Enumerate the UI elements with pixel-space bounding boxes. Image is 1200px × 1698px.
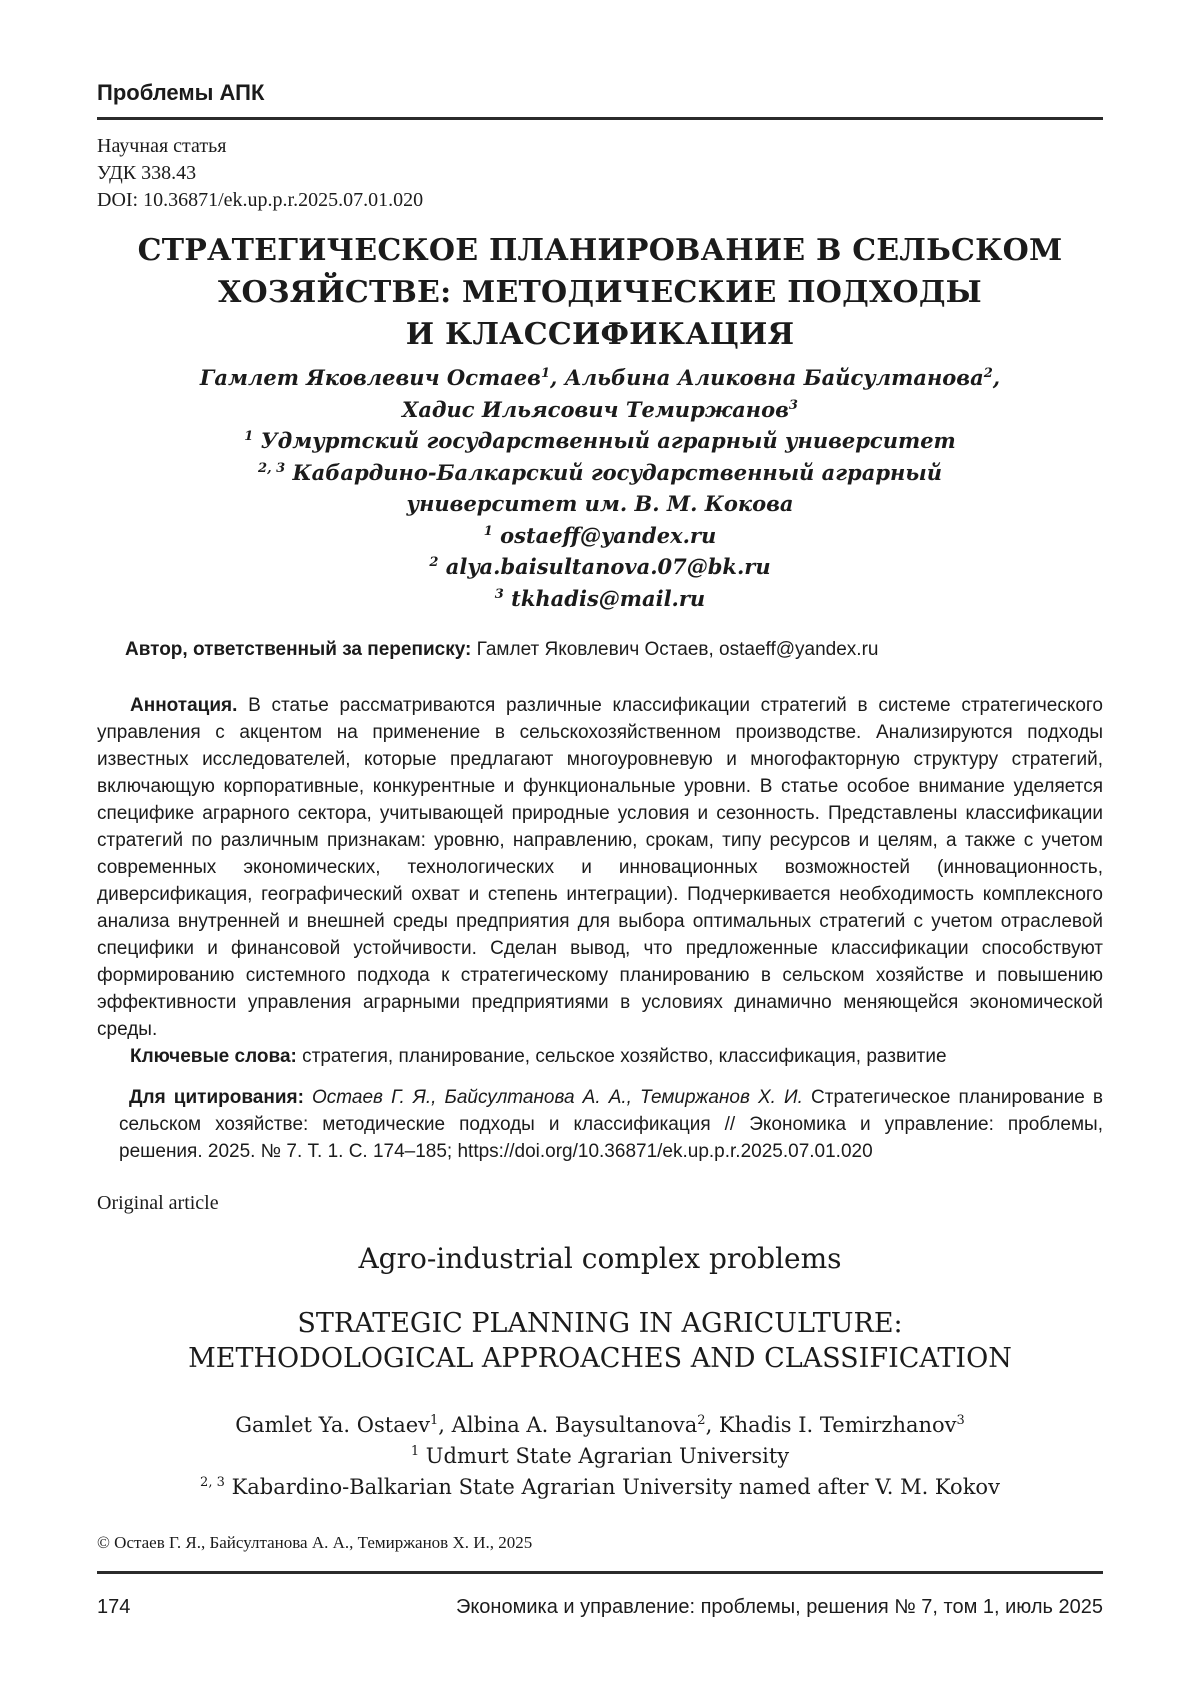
author-line-en: Gamlet Ya. Ostaev$^1$, Albina A. Baysultanova$^2$, Khadis I. Temirzhanov$^3$ xyxy=(235,1413,965,1437)
header-rule xyxy=(97,117,1103,120)
article-title-en xyxy=(97,1306,1103,1376)
affiliation-line-en: $^{2, 3}$ Kabardino-Balkarian State Agrarian University named after V. M. Kokov xyxy=(200,1475,1000,1499)
article-title-ru xyxy=(97,230,1103,356)
journal-footer-title: Экономика и управление: проблемы, решения № 7, том 1, июль 2025 xyxy=(455,1596,1103,1618)
journal-section-label: Проблемы АПК xyxy=(97,80,265,105)
article-title-en-line: METHODOLOGICAL APPROACHES AND CLASSIFICATION xyxy=(188,1343,1012,1374)
citation-paragraph xyxy=(119,1084,1103,1165)
article-title-ru-line: ХОЗЯЙСТВЕ: МЕТОДИЧЕСКИЕ ПОДХОДЫ xyxy=(218,275,982,310)
page-footer xyxy=(97,1594,1103,1620)
corresponding-author-value: Гамлет Яковлевич Остаев, ostaeff@yandex.ru xyxy=(471,639,879,660)
abstract-label: Аннотация. xyxy=(130,695,238,716)
citation-block xyxy=(119,1084,1103,1165)
author-line: Хадис Ильясович Темиржанов$^3$ xyxy=(402,396,798,422)
journal-section-label-en: Agro-industrial complex problems xyxy=(358,1242,842,1275)
affiliation-line: $^{2, 3}$ Кабардино-Балкарский государственный аграрный xyxy=(258,459,942,485)
keywords-line xyxy=(97,1043,1103,1070)
copyright-line: © Остаев Г. Я., Байсултанова А. А., Темиржанов Х. И., 2025 xyxy=(97,1533,533,1552)
corresponding-author-label: Автор, ответственный за переписку: xyxy=(125,639,472,660)
author-email-line: $^1$ ostaeff@yandex.ru xyxy=(483,522,717,548)
affiliation-line: университет им. В. М. Кокова xyxy=(406,491,794,516)
original-article-label: Original article xyxy=(97,1192,219,1214)
authors-block-ru xyxy=(97,362,1103,614)
keywords-label: Ключевые слова: xyxy=(130,1046,297,1067)
author-email-line: $^3$ tkhadis@mail.ru xyxy=(494,585,706,611)
affiliation-line-en: $^1$ Udmurt State Agrarian University xyxy=(410,1444,790,1468)
article-title-ru-line: СТРАТЕГИЧЕСКОЕ ПЛАНИРОВАНИЕ В СЕЛЬСКОМ xyxy=(137,233,1063,268)
abstract-text: В статье рассматриваются различные классификации стратегий в системе стратегического управления с акцентом на применение в сельскохозяйственном производстве. Анализируются подходы известных исследователей, которые предлагают многоуровневую и многофакторную структуру стратегий, включающую корпоративные, конкурентные и функциональные уровни. В статье особое внимание уделяется специфике аграрного сектора, учитывающей природные условия и сезонность. Представлены классификации стратегий по различным признакам: уровню, направлению, срокам, типу ресурсов и целям, а также с учетом современных экономических, технологических и инновационных возможностей (инновационность, диверсификация, географический охват и степень интеграции). Подчеркивается необходимость комплексного анализа внутренней и внешней среды предприятия для выбора оптимальных стратегий с учетом отраслевой специфики и финансовой устойчивости. Сделан вывод, что предложенные классификации способствуют формированию системного подхода к стратегическому планированию в сельском хозяйстве и повышению эффективности управления аграрными предприятиями в условиях динамично меняющейся экономической среды. xyxy=(97,695,1103,1040)
article-title-en-line: STRATEGIC PLANNING IN AGRICULTURE: xyxy=(297,1308,903,1339)
affiliation-line: $^1$ Удмуртский государственный аграрный университет xyxy=(244,428,956,453)
article-meta-block xyxy=(97,133,1103,214)
citation-label: Для цитирования: xyxy=(129,1087,304,1108)
author-email-line: $^2$ alya.baisultanova.07@bk.ru xyxy=(429,554,771,579)
doi-number: DOI: 10.36871/ek.up.p.r.2025.07.01.020 xyxy=(97,189,424,211)
abstract-paragraph xyxy=(97,692,1103,1043)
citation-text: Стратегическое планирование в сельском хозяйстве: методические подходы и классификация // Экономика и управление: проблемы, решения. 2025. № 7. Т. 1. С. 174–185; https://doi.org/10.36871/ek.up.p.r.2025.07.01.020 xyxy=(119,1087,1103,1162)
article-type-label: Научная статья xyxy=(97,135,227,157)
author-line: Гамлет Яковлевич Остаев$^1$, Альбина Аликовна Байсултанова$^2$, xyxy=(199,365,1001,390)
authors-block-en xyxy=(97,1410,1103,1503)
keywords-text: стратегия, планирование, сельское хозяйство, классификация, развитие xyxy=(296,1046,947,1067)
citation-authors: Остаев Г. Я., Байсултанова А. А., Темиржанов Х. И. xyxy=(303,1087,803,1108)
footer-rule xyxy=(97,1571,1103,1574)
udk-number: УДК 338.43 xyxy=(97,162,197,184)
abstract-block xyxy=(97,692,1103,1070)
page-number: 174 xyxy=(97,1596,131,1618)
corresponding-author-line xyxy=(97,636,1103,663)
article-title-ru-line: И КЛАССИФИКАЦИЯ xyxy=(405,317,795,352)
